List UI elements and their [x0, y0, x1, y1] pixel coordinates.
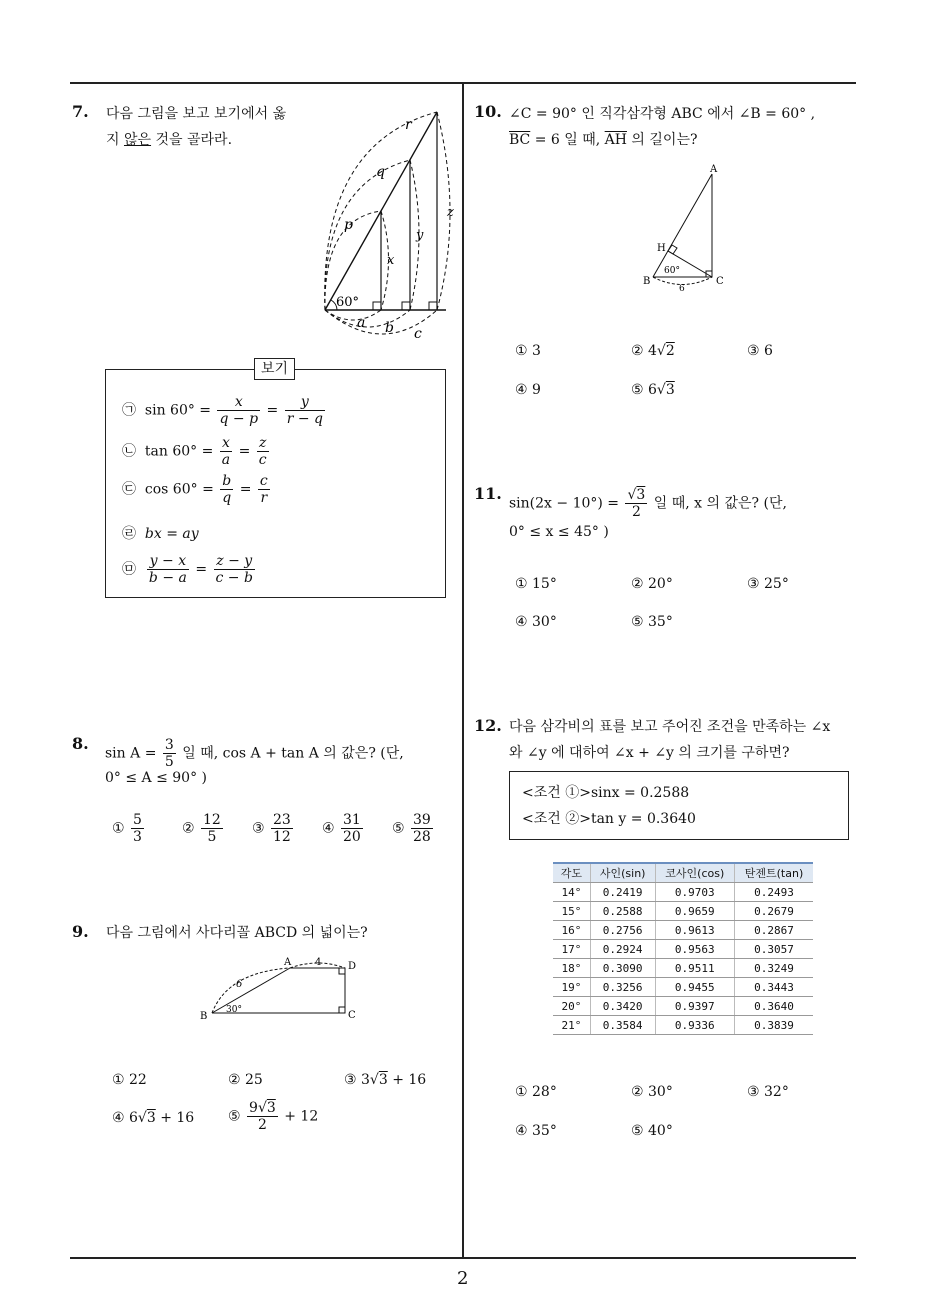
fig10-C: C: [716, 276, 724, 287]
fig7-r: r: [405, 117, 412, 133]
fig10-len: 6: [679, 284, 685, 294]
q12-choice-2[interactable]: ② 30°: [631, 1084, 673, 1100]
fig9-len4: 4: [315, 957, 322, 968]
q10-choice-4[interactable]: ④ 9: [515, 382, 541, 398]
q11-choice-3[interactable]: ③ 25°: [747, 576, 789, 592]
bogi-label: 보기: [254, 358, 295, 380]
q9-choice-3[interactable]: ③ 3√3 + 16: [344, 1072, 427, 1088]
trig-table: [553, 862, 813, 1035]
table-row: 20° 0.3420 0.9397 0.3640: [553, 997, 813, 1016]
question-7-line1: 다음 그림을 보고 보기에서 옳: [106, 106, 287, 122]
table-row: 17° 0.2924 0.9563 0.3057: [553, 940, 813, 959]
q9-choice-2[interactable]: ② 25: [228, 1072, 263, 1088]
q8-choice-2[interactable]: ② $\frac{12}{5}$: [182, 812, 221, 845]
q8-choice-1[interactable]: ① $\frac{5}{3}$: [112, 812, 142, 845]
question-9-text: 다음 그림에서 사다리꼴 ABCD 의 넓이는?: [106, 925, 368, 941]
fig9-angle: 30°: [226, 1005, 242, 1015]
q12-choice-4[interactable]: ④ 35°: [515, 1123, 557, 1139]
table-row: 14° 0.2419 0.9703 0.2493: [553, 883, 813, 902]
question-8-line2: 0° ≤ A ≤ 90° ): [105, 770, 208, 786]
question-11-line2: 0° ≤ x ≤ 45° ): [509, 524, 609, 540]
fig10-H: H: [657, 243, 666, 254]
question-10-number: 10.: [474, 102, 502, 121]
q10-choice-5[interactable]: ⑤ 6√3: [631, 382, 675, 398]
q10-choice-1[interactable]: ① 3: [515, 343, 541, 359]
question-8-number: 8.: [72, 734, 89, 753]
bogi-item-5: ㉤ $\frac{y - x}{b - a}$ = $\frac{z - y}{c - b}$: [122, 553, 253, 586]
page-number: 2: [457, 1268, 469, 1289]
q12-choice-3[interactable]: ③ 32°: [747, 1084, 789, 1100]
bogi-item-1: ㉠ sin 60° = $\frac{x}{q - p}$ = $\frac{y}{r - q}$: [122, 394, 323, 427]
trig-table-header: 각도 사인(sin) 코사인(cos) 탄젠트(tan): [553, 863, 813, 883]
question-12-line2: 와 ∠y 에 대하여 ∠x + ∠y 의 크기를 구하면?: [509, 745, 790, 761]
fig7-p: p: [344, 217, 353, 233]
bogi-item-4: ㉣ bx = ay: [122, 526, 199, 542]
question-10-line2: $\overline{BC} = 6$ 일 때, $\overline{AH}$ 의 길이는?: [509, 132, 698, 148]
fig7-y: y: [416, 228, 424, 243]
fig10-A: A: [710, 164, 718, 175]
q10-choice-2[interactable]: ② 4√2: [631, 343, 675, 359]
q8-choice-5[interactable]: ⑤ $\frac{39}{28}$: [392, 812, 431, 845]
question-8-line1: sin A = $\frac{3}{5}$ 일 때, cos A + tan A 의 값은? (단,: [105, 737, 404, 770]
fig7-c: c: [414, 326, 422, 342]
question-10-figure: [640, 162, 740, 294]
underlined-not: 않은: [123, 132, 152, 148]
fig7-q: q: [376, 164, 385, 180]
fig7-x: x: [387, 253, 395, 268]
fig10-angle: 60°: [664, 266, 680, 276]
q9-choice-5[interactable]: ⑤ $\frac{9√3}{2}$ + 12: [228, 1100, 319, 1133]
question-11-number: 11.: [474, 484, 502, 503]
table-row: 18° 0.3090 0.9511 0.3249: [553, 959, 813, 978]
fig7-b: b: [385, 320, 394, 336]
question-7-line2: 지 않은 것을 골라라.: [106, 132, 233, 148]
table-row: 21° 0.3584 0.9336 0.3839: [553, 1016, 813, 1035]
question-12-number: 12.: [474, 716, 502, 735]
q11-choice-4[interactable]: ④ 30°: [515, 614, 557, 630]
question-7-number: 7.: [72, 102, 89, 121]
question-9-figure: [198, 952, 368, 1024]
fig10-B: B: [643, 276, 651, 287]
fig9-A: A: [284, 957, 292, 968]
fig9-C: C: [348, 1010, 356, 1021]
fig9-len6: 6: [236, 979, 243, 990]
question-11-line1: sin(2x − 10°) = $\frac{√3}{2}$ 일 때, x 의 값은? (단,: [509, 487, 787, 520]
q9-choice-4[interactable]: ④ 6√3 + 16: [112, 1110, 195, 1126]
fig9-B: B: [200, 1011, 208, 1022]
condition-1: <조건 ①>sinx = 0.2588: [522, 785, 690, 801]
question-9-number: 9.: [72, 922, 89, 941]
q8-choice-4[interactable]: ④ $\frac{31}{20}$: [322, 812, 361, 845]
question-10-line1: ∠C = 90° 인 직각삼각형 ABC 에서 ∠B = 60° ,: [509, 106, 816, 122]
fig9-D: D: [348, 961, 357, 972]
table-row: 15° 0.2588 0.9659 0.2679: [553, 902, 813, 921]
bogi-item-2: ㉡ tan 60° = $\frac{x}{a}$ = $\frac{z}{c}$: [122, 435, 267, 468]
bogi-item-3: ㉢ cos 60° = $\frac{b}{q}$ = $\frac{c}{r}$: [122, 473, 268, 506]
q9-choice-1[interactable]: ① 22: [112, 1072, 147, 1088]
question-12-line1: 다음 삼각비의 표를 보고 주어진 조건을 만족하는 ∠x: [509, 719, 831, 735]
table-row: 19° 0.3256 0.9455 0.3443: [553, 978, 813, 997]
table-row: 16° 0.2756 0.9613 0.2867: [553, 921, 813, 940]
q11-choice-2[interactable]: ② 20°: [631, 576, 673, 592]
q10-choice-3[interactable]: ③ 6: [747, 343, 773, 359]
fig7-a: a: [357, 315, 366, 331]
q11-choice-1[interactable]: ① 15°: [515, 576, 557, 592]
q8-choice-3[interactable]: ③ $\frac{23}{12}$: [252, 812, 291, 845]
condition-2: <조건 ②>tan y = 0.3640: [522, 811, 696, 827]
question-7-figure: [318, 104, 468, 348]
q11-choice-5[interactable]: ⑤ 35°: [631, 614, 673, 630]
q12-choice-5[interactable]: ⑤ 40°: [631, 1123, 673, 1139]
q12-choice-1[interactable]: ① 28°: [515, 1084, 557, 1100]
fig7-z: z: [447, 205, 454, 220]
fig7-angle: 60°: [336, 295, 360, 310]
